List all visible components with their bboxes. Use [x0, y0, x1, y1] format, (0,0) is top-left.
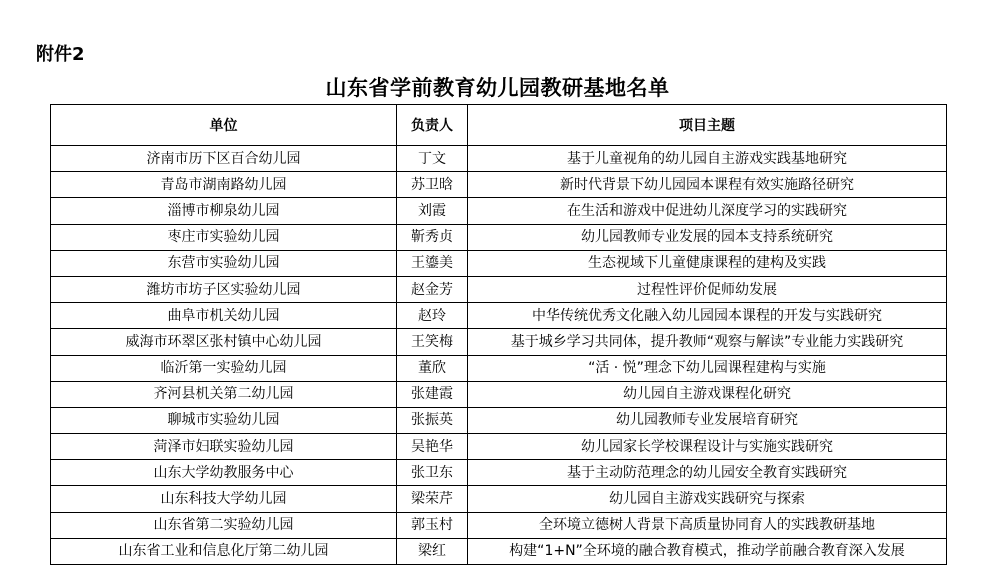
- table-row: [51, 460, 947, 486]
- cell-topic: 生态视域下儿童健康课程的建构及实践: [468, 250, 947, 276]
- cell-topic: 基于主动防范理念的幼儿园安全教育实践研究: [468, 460, 947, 486]
- cell-person: 张建霞: [397, 381, 468, 407]
- table-header-row: [51, 105, 947, 146]
- cell-topic: 幼儿园家长学校课程设计与实施实践研究: [468, 434, 947, 460]
- cell-topic: 幼儿园教师专业发展培育研究: [468, 407, 947, 433]
- cell-person: 董欣: [397, 355, 468, 381]
- cell-topic: 幼儿园自主游戏课程化研究: [468, 381, 947, 407]
- cell-unit: 山东大学幼教服务中心: [51, 460, 397, 486]
- cell-topic: 过程性评价促师幼发展: [468, 276, 947, 302]
- table-row: [51, 381, 947, 407]
- cell-topic: 新时代背景下幼儿园园本课程有效实施路径研究: [468, 172, 947, 198]
- cell-topic: 幼儿园自主游戏实践研究与探索: [468, 486, 947, 512]
- document-title: 山东省学前教育幼儿园教研基地名单: [325, 76, 670, 100]
- table-row: [51, 198, 947, 224]
- cell-unit: 聊城市实验幼儿园: [51, 407, 397, 433]
- header-unit: 单位: [51, 105, 397, 146]
- cell-unit: 山东省第二实验幼儿园: [51, 512, 397, 538]
- cell-unit: 威海市环翠区张村镇中心幼儿园: [51, 329, 397, 355]
- cell-unit: 齐河县机关第二幼儿园: [51, 381, 397, 407]
- table-row: [51, 512, 947, 538]
- cell-person: 王鎏美: [397, 250, 468, 276]
- cell-unit: 山东科技大学幼儿园: [51, 486, 397, 512]
- table-row: [51, 407, 947, 433]
- cell-unit: 青岛市湖南路幼儿园: [51, 172, 397, 198]
- header-person-in-charge: 负责人: [397, 105, 468, 146]
- cell-unit: 济南市历下区百合幼儿园: [51, 146, 397, 172]
- header-project-topic: 项目主题: [468, 105, 947, 146]
- cell-topic: 幼儿园教师专业发展的园本支持系统研究: [468, 224, 947, 250]
- table-row: [51, 355, 947, 381]
- cell-topic: 中华传统优秀文化融入幼儿园园本课程的开发与实践研究: [468, 303, 947, 329]
- cell-person: 赵金芳: [397, 276, 468, 302]
- cell-person: 丁文: [397, 146, 468, 172]
- cell-unit: 菏泽市妇联实验幼儿园: [51, 434, 397, 460]
- cell-unit: 曲阜市机关幼儿园: [51, 303, 397, 329]
- cell-person: 赵玲: [397, 303, 468, 329]
- cell-person: 王笑梅: [397, 329, 468, 355]
- attachment-label: 附件2: [36, 44, 85, 65]
- cell-person: 郭玉村: [397, 512, 468, 538]
- cell-person: 张卫东: [397, 460, 468, 486]
- table-row: [51, 329, 947, 355]
- table-row: [51, 276, 947, 302]
- cell-person: 吴艳华: [397, 434, 468, 460]
- table-row: [51, 303, 947, 329]
- base-list-table: [50, 104, 947, 565]
- cell-person: 张振英: [397, 407, 468, 433]
- cell-topic: 基于儿童视角的幼儿园自主游戏实践基地研究: [468, 146, 947, 172]
- table-row: [51, 538, 947, 564]
- cell-topic: 基于城乡学习共同体，提升教师“观察与解读”专业能力实践研究: [468, 329, 947, 355]
- cell-person: 刘霞: [397, 198, 468, 224]
- cell-person: 靳秀贞: [397, 224, 468, 250]
- cell-topic: 构建“1+N”全环境的融合教育模式，推动学前融合教育深入发展: [468, 538, 947, 564]
- cell-topic: 全环境立德树人背景下高质量协同育人的实践教研基地: [468, 512, 947, 538]
- cell-person: 梁荣芹: [397, 486, 468, 512]
- cell-unit: 枣庄市实验幼儿园: [51, 224, 397, 250]
- cell-unit: 东营市实验幼儿园: [51, 250, 397, 276]
- cell-person: 苏卫晗: [397, 172, 468, 198]
- table-row: [51, 486, 947, 512]
- table-row: [51, 224, 947, 250]
- table-row: [51, 172, 947, 198]
- cell-unit: 淄博市柳泉幼儿园: [51, 198, 397, 224]
- cell-unit: 山东省工业和信息化厅第二幼儿园: [51, 538, 397, 564]
- cell-unit: 临沂第一实验幼儿园: [51, 355, 397, 381]
- table-row: [51, 250, 947, 276]
- cell-topic: “活 · 悦”理念下幼儿园课程建构与实施: [468, 355, 947, 381]
- cell-person: 梁红: [397, 538, 468, 564]
- table-row: [51, 434, 947, 460]
- cell-unit: 潍坊市坊子区实验幼儿园: [51, 276, 397, 302]
- cell-topic: 在生活和游戏中促进幼儿深度学习的实践研究: [468, 198, 947, 224]
- table-row: [51, 146, 947, 172]
